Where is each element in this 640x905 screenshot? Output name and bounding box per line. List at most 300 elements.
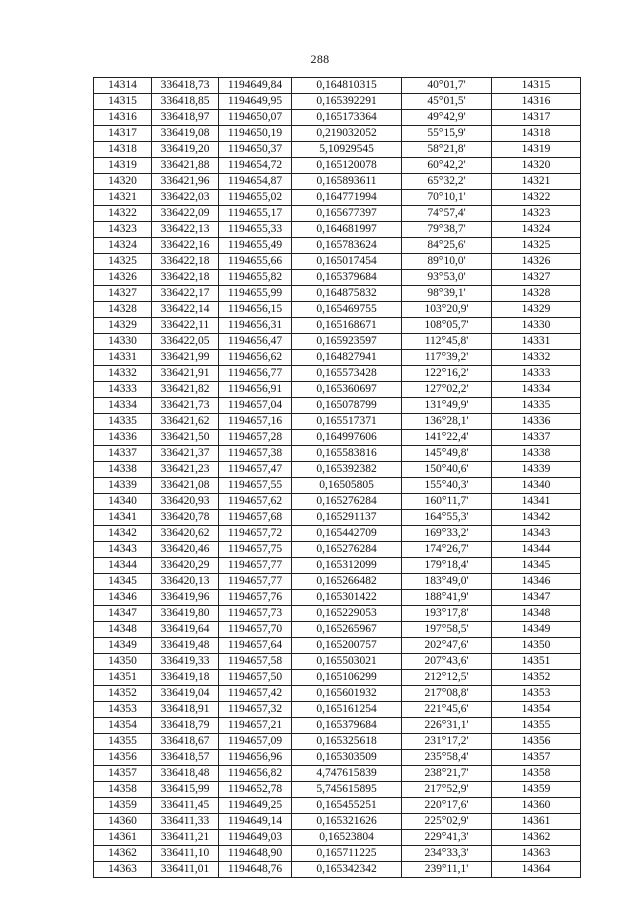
distance-cell: 0,165517371 bbox=[292, 414, 402, 430]
distance-cell: 0,165379684 bbox=[292, 718, 402, 734]
table-row bbox=[94, 350, 581, 366]
point-number-cell: 14324 bbox=[94, 238, 152, 254]
table-row bbox=[94, 270, 581, 286]
table-row bbox=[94, 654, 581, 670]
y-coordinate-cell: 1194652,78 bbox=[219, 782, 292, 798]
x-coordinate-cell: 336422,11 bbox=[152, 318, 219, 334]
next-point-cell: 14362 bbox=[492, 830, 581, 846]
point-number-cell: 14314 bbox=[94, 78, 152, 94]
y-coordinate-cell: 1194657,77 bbox=[219, 574, 292, 590]
x-coordinate-cell: 336418,57 bbox=[152, 750, 219, 766]
coordinates-table bbox=[93, 77, 581, 878]
direction-angle-cell: 179°18,4' bbox=[402, 558, 492, 574]
next-point-cell: 14327 bbox=[492, 270, 581, 286]
y-coordinate-cell: 1194655,66 bbox=[219, 254, 292, 270]
page-number: 288 bbox=[310, 52, 330, 66]
x-coordinate-cell: 336411,33 bbox=[152, 814, 219, 830]
direction-angle-cell: 112°45,8' bbox=[402, 334, 492, 350]
next-point-cell: 14344 bbox=[492, 542, 581, 558]
table-row bbox=[94, 574, 581, 590]
direction-angle-cell: 98°39,1' bbox=[402, 286, 492, 302]
point-number-cell: 14322 bbox=[94, 206, 152, 222]
direction-angle-cell: 150°40,6' bbox=[402, 462, 492, 478]
x-coordinate-cell: 336421,82 bbox=[152, 382, 219, 398]
point-number-cell: 14359 bbox=[94, 798, 152, 814]
table-body bbox=[94, 78, 581, 878]
next-point-cell: 14338 bbox=[492, 446, 581, 462]
direction-angle-cell: 234°33,3' bbox=[402, 846, 492, 862]
table-row bbox=[94, 190, 581, 206]
y-coordinate-cell: 1194656,62 bbox=[219, 350, 292, 366]
next-point-cell: 14349 bbox=[492, 622, 581, 638]
table-row bbox=[94, 734, 581, 750]
table-row bbox=[94, 798, 581, 814]
y-coordinate-cell: 1194649,03 bbox=[219, 830, 292, 846]
x-coordinate-cell: 336422,05 bbox=[152, 334, 219, 350]
distance-cell: 0,165173364 bbox=[292, 110, 402, 126]
direction-angle-cell: 127°02,2' bbox=[402, 382, 492, 398]
y-coordinate-cell: 1194657,75 bbox=[219, 542, 292, 558]
distance-cell: 0,165120078 bbox=[292, 158, 402, 174]
table-row bbox=[94, 782, 581, 798]
next-point-cell: 14326 bbox=[492, 254, 581, 270]
direction-angle-cell: 58°21,8' bbox=[402, 142, 492, 158]
x-coordinate-cell: 336411,01 bbox=[152, 862, 219, 878]
next-point-cell: 14359 bbox=[492, 782, 581, 798]
x-coordinate-cell: 336421,88 bbox=[152, 158, 219, 174]
direction-angle-cell: 70°10,1' bbox=[402, 190, 492, 206]
direction-angle-cell: 136°28,1' bbox=[402, 414, 492, 430]
direction-angle-cell: 93°53,0' bbox=[402, 270, 492, 286]
table-row bbox=[94, 126, 581, 142]
direction-angle-cell: 55°15,9' bbox=[402, 126, 492, 142]
point-number-cell: 14339 bbox=[94, 478, 152, 494]
distance-cell: 0,16505805 bbox=[292, 478, 402, 494]
x-coordinate-cell: 336422,09 bbox=[152, 206, 219, 222]
y-coordinate-cell: 1194657,21 bbox=[219, 718, 292, 734]
direction-angle-cell: 212°12,5' bbox=[402, 670, 492, 686]
x-coordinate-cell: 336420,62 bbox=[152, 526, 219, 542]
distance-cell: 5,745615895 bbox=[292, 782, 402, 798]
direction-angle-cell: 197°58,5' bbox=[402, 622, 492, 638]
y-coordinate-cell: 1194657,55 bbox=[219, 478, 292, 494]
distance-cell: 0,165321626 bbox=[292, 814, 402, 830]
point-number-cell: 14318 bbox=[94, 142, 152, 158]
x-coordinate-cell: 336411,10 bbox=[152, 846, 219, 862]
direction-angle-cell: 221°45,6' bbox=[402, 702, 492, 718]
x-coordinate-cell: 336420,93 bbox=[152, 494, 219, 510]
point-number-cell: 14352 bbox=[94, 686, 152, 702]
next-point-cell: 14316 bbox=[492, 94, 581, 110]
direction-angle-cell: 65°32,2' bbox=[402, 174, 492, 190]
y-coordinate-cell: 1194649,84 bbox=[219, 78, 292, 94]
next-point-cell: 14355 bbox=[492, 718, 581, 734]
y-coordinate-cell: 1194657,42 bbox=[219, 686, 292, 702]
distance-cell: 0,165301422 bbox=[292, 590, 402, 606]
table-row bbox=[94, 622, 581, 638]
y-coordinate-cell: 1194657,64 bbox=[219, 638, 292, 654]
next-point-cell: 14323 bbox=[492, 206, 581, 222]
direction-angle-cell: 145°49,8' bbox=[402, 446, 492, 462]
next-point-cell: 14317 bbox=[492, 110, 581, 126]
direction-angle-cell: 45°01,5' bbox=[402, 94, 492, 110]
y-coordinate-cell: 1194657,77 bbox=[219, 558, 292, 574]
point-number-cell: 14350 bbox=[94, 654, 152, 670]
direction-angle-cell: 188°41,9' bbox=[402, 590, 492, 606]
table-row bbox=[94, 110, 581, 126]
next-point-cell: 14320 bbox=[492, 158, 581, 174]
distance-cell: 0,16523804 bbox=[292, 830, 402, 846]
x-coordinate-cell: 336422,03 bbox=[152, 190, 219, 206]
table-row bbox=[94, 222, 581, 238]
direction-angle-cell: 229°41,3' bbox=[402, 830, 492, 846]
x-coordinate-cell: 336418,85 bbox=[152, 94, 219, 110]
x-coordinate-cell: 336418,73 bbox=[152, 78, 219, 94]
distance-cell: 0,164771994 bbox=[292, 190, 402, 206]
distance-cell: 0,165893611 bbox=[292, 174, 402, 190]
point-number-cell: 14362 bbox=[94, 846, 152, 862]
direction-angle-cell: 174°26,7' bbox=[402, 542, 492, 558]
point-number-cell: 14319 bbox=[94, 158, 152, 174]
point-number-cell: 14332 bbox=[94, 366, 152, 382]
point-number-cell: 14331 bbox=[94, 350, 152, 366]
point-number-cell: 14356 bbox=[94, 750, 152, 766]
next-point-cell: 14354 bbox=[492, 702, 581, 718]
point-number-cell: 14327 bbox=[94, 286, 152, 302]
direction-angle-cell: 108°05,7' bbox=[402, 318, 492, 334]
table-row bbox=[94, 686, 581, 702]
point-number-cell: 14325 bbox=[94, 254, 152, 270]
direction-angle-cell: 193°17,8' bbox=[402, 606, 492, 622]
direction-angle-cell: 155°40,3' bbox=[402, 478, 492, 494]
y-coordinate-cell: 1194657,04 bbox=[219, 398, 292, 414]
table-row bbox=[94, 590, 581, 606]
x-coordinate-cell: 336419,08 bbox=[152, 126, 219, 142]
x-coordinate-cell: 336411,45 bbox=[152, 798, 219, 814]
x-coordinate-cell: 336420,46 bbox=[152, 542, 219, 558]
distance-cell: 0,165503021 bbox=[292, 654, 402, 670]
table-row bbox=[94, 398, 581, 414]
direction-angle-cell: 217°52,9' bbox=[402, 782, 492, 798]
x-coordinate-cell: 336419,64 bbox=[152, 622, 219, 638]
y-coordinate-cell: 1194657,32 bbox=[219, 702, 292, 718]
direction-angle-cell: 169°33,2' bbox=[402, 526, 492, 542]
x-coordinate-cell: 336418,91 bbox=[152, 702, 219, 718]
point-number-cell: 14336 bbox=[94, 430, 152, 446]
direction-angle-cell: 217°08,8' bbox=[402, 686, 492, 702]
direction-angle-cell: 231°17,2' bbox=[402, 734, 492, 750]
y-coordinate-cell: 1194657,47 bbox=[219, 462, 292, 478]
table-row bbox=[94, 478, 581, 494]
x-coordinate-cell: 336418,67 bbox=[152, 734, 219, 750]
y-coordinate-cell: 1194650,19 bbox=[219, 126, 292, 142]
direction-angle-cell: 160°11,7' bbox=[402, 494, 492, 510]
point-number-cell: 14347 bbox=[94, 606, 152, 622]
y-coordinate-cell: 1194657,09 bbox=[219, 734, 292, 750]
point-number-cell: 14315 bbox=[94, 94, 152, 110]
table-row bbox=[94, 558, 581, 574]
direction-angle-cell: 220°17,6' bbox=[402, 798, 492, 814]
table-row bbox=[94, 174, 581, 190]
next-point-cell: 14348 bbox=[492, 606, 581, 622]
x-coordinate-cell: 336422,18 bbox=[152, 254, 219, 270]
x-coordinate-cell: 336415,99 bbox=[152, 782, 219, 798]
next-point-cell: 14337 bbox=[492, 430, 581, 446]
y-coordinate-cell: 1194656,96 bbox=[219, 750, 292, 766]
distance-cell: 0,165677397 bbox=[292, 206, 402, 222]
point-number-cell: 14320 bbox=[94, 174, 152, 190]
direction-angle-cell: 60°42,2' bbox=[402, 158, 492, 174]
x-coordinate-cell: 336419,04 bbox=[152, 686, 219, 702]
table-row bbox=[94, 702, 581, 718]
direction-angle-cell: 225°02,9' bbox=[402, 814, 492, 830]
x-coordinate-cell: 336421,62 bbox=[152, 414, 219, 430]
direction-angle-cell: 164°55,3' bbox=[402, 510, 492, 526]
point-number-cell: 14340 bbox=[94, 494, 152, 510]
point-number-cell: 14341 bbox=[94, 510, 152, 526]
next-point-cell: 14336 bbox=[492, 414, 581, 430]
direction-angle-cell: 122°16,2' bbox=[402, 366, 492, 382]
next-point-cell: 14356 bbox=[492, 734, 581, 750]
table-row bbox=[94, 286, 581, 302]
distance-cell: 0,165442709 bbox=[292, 526, 402, 542]
x-coordinate-cell: 336418,97 bbox=[152, 110, 219, 126]
next-point-cell: 14340 bbox=[492, 478, 581, 494]
distance-cell: 5,10929545 bbox=[292, 142, 402, 158]
next-point-cell: 14332 bbox=[492, 350, 581, 366]
x-coordinate-cell: 336422,17 bbox=[152, 286, 219, 302]
point-number-cell: 14328 bbox=[94, 302, 152, 318]
table-row bbox=[94, 238, 581, 254]
distance-cell: 0,165360697 bbox=[292, 382, 402, 398]
distance-cell: 0,165379684 bbox=[292, 270, 402, 286]
table-row bbox=[94, 302, 581, 318]
table-row bbox=[94, 606, 581, 622]
next-point-cell: 14345 bbox=[492, 558, 581, 574]
distance-cell: 0,165266482 bbox=[292, 574, 402, 590]
point-number-cell: 14344 bbox=[94, 558, 152, 574]
point-number-cell: 14357 bbox=[94, 766, 152, 782]
y-coordinate-cell: 1194655,99 bbox=[219, 286, 292, 302]
y-coordinate-cell: 1194657,28 bbox=[219, 430, 292, 446]
distance-cell: 0,165583816 bbox=[292, 446, 402, 462]
distance-cell: 0,165291137 bbox=[292, 510, 402, 526]
x-coordinate-cell: 336411,21 bbox=[152, 830, 219, 846]
direction-angle-cell: 202°47,6' bbox=[402, 638, 492, 654]
point-number-cell: 14360 bbox=[94, 814, 152, 830]
y-coordinate-cell: 1194657,70 bbox=[219, 622, 292, 638]
distance-cell: 4,747615839 bbox=[292, 766, 402, 782]
x-coordinate-cell: 336419,33 bbox=[152, 654, 219, 670]
table-row bbox=[94, 718, 581, 734]
point-number-cell: 14358 bbox=[94, 782, 152, 798]
table-row bbox=[94, 158, 581, 174]
x-coordinate-cell: 336420,13 bbox=[152, 574, 219, 590]
table-row bbox=[94, 78, 581, 94]
x-coordinate-cell: 336419,80 bbox=[152, 606, 219, 622]
next-point-cell: 14315 bbox=[492, 78, 581, 94]
distance-cell: 0,165711225 bbox=[292, 846, 402, 862]
y-coordinate-cell: 1194650,07 bbox=[219, 110, 292, 126]
next-point-cell: 14333 bbox=[492, 366, 581, 382]
next-point-cell: 14328 bbox=[492, 286, 581, 302]
y-coordinate-cell: 1194656,82 bbox=[219, 766, 292, 782]
next-point-cell: 14351 bbox=[492, 654, 581, 670]
direction-angle-cell: 207°43,6' bbox=[402, 654, 492, 670]
next-point-cell: 14364 bbox=[492, 862, 581, 878]
direction-angle-cell: 74°57,4' bbox=[402, 206, 492, 222]
direction-angle-cell: 131°49,9' bbox=[402, 398, 492, 414]
next-point-cell: 14334 bbox=[492, 382, 581, 398]
next-point-cell: 14339 bbox=[492, 462, 581, 478]
direction-angle-cell: 103°20,9' bbox=[402, 302, 492, 318]
y-coordinate-cell: 1194657,73 bbox=[219, 606, 292, 622]
y-coordinate-cell: 1194654,72 bbox=[219, 158, 292, 174]
x-coordinate-cell: 336421,08 bbox=[152, 478, 219, 494]
y-coordinate-cell: 1194657,58 bbox=[219, 654, 292, 670]
direction-angle-cell: 141°22,4' bbox=[402, 430, 492, 446]
point-number-cell: 14326 bbox=[94, 270, 152, 286]
y-coordinate-cell: 1194656,91 bbox=[219, 382, 292, 398]
table-row bbox=[94, 206, 581, 222]
distance-cell: 0,165392291 bbox=[292, 94, 402, 110]
y-coordinate-cell: 1194655,82 bbox=[219, 270, 292, 286]
distance-cell: 0,165392382 bbox=[292, 462, 402, 478]
y-coordinate-cell: 1194657,62 bbox=[219, 494, 292, 510]
distance-cell: 0,164681997 bbox=[292, 222, 402, 238]
distance-cell: 0,165161254 bbox=[292, 702, 402, 718]
direction-angle-cell: 238°21,7' bbox=[402, 766, 492, 782]
next-point-cell: 14357 bbox=[492, 750, 581, 766]
point-number-cell: 14333 bbox=[94, 382, 152, 398]
next-point-cell: 14342 bbox=[492, 510, 581, 526]
y-coordinate-cell: 1194656,77 bbox=[219, 366, 292, 382]
next-point-cell: 14350 bbox=[492, 638, 581, 654]
y-coordinate-cell: 1194656,47 bbox=[219, 334, 292, 350]
table-row bbox=[94, 494, 581, 510]
x-coordinate-cell: 336421,96 bbox=[152, 174, 219, 190]
distance-cell: 0,165601932 bbox=[292, 686, 402, 702]
y-coordinate-cell: 1194657,72 bbox=[219, 526, 292, 542]
x-coordinate-cell: 336421,37 bbox=[152, 446, 219, 462]
distance-cell: 0,165923597 bbox=[292, 334, 402, 350]
direction-angle-cell: 117°39,2' bbox=[402, 350, 492, 366]
x-coordinate-cell: 336419,48 bbox=[152, 638, 219, 654]
y-coordinate-cell: 1194657,38 bbox=[219, 446, 292, 462]
next-point-cell: 14319 bbox=[492, 142, 581, 158]
direction-angle-cell: 79°38,7' bbox=[402, 222, 492, 238]
point-number-cell: 14355 bbox=[94, 734, 152, 750]
distance-cell: 0,165573428 bbox=[292, 366, 402, 382]
next-point-cell: 14318 bbox=[492, 126, 581, 142]
x-coordinate-cell: 336418,48 bbox=[152, 766, 219, 782]
table-row bbox=[94, 766, 581, 782]
y-coordinate-cell: 1194649,14 bbox=[219, 814, 292, 830]
point-number-cell: 14330 bbox=[94, 334, 152, 350]
point-number-cell: 14323 bbox=[94, 222, 152, 238]
next-point-cell: 14352 bbox=[492, 670, 581, 686]
next-point-cell: 14341 bbox=[492, 494, 581, 510]
table-row bbox=[94, 638, 581, 654]
next-point-cell: 14324 bbox=[492, 222, 581, 238]
point-number-cell: 14361 bbox=[94, 830, 152, 846]
table-row bbox=[94, 814, 581, 830]
point-number-cell: 14348 bbox=[94, 622, 152, 638]
distance-cell: 0,165342342 bbox=[292, 862, 402, 878]
y-coordinate-cell: 1194657,68 bbox=[219, 510, 292, 526]
y-coordinate-cell: 1194655,33 bbox=[219, 222, 292, 238]
y-coordinate-cell: 1194648,76 bbox=[219, 862, 292, 878]
next-point-cell: 14346 bbox=[492, 574, 581, 590]
point-number-cell: 14343 bbox=[94, 542, 152, 558]
y-coordinate-cell: 1194656,31 bbox=[219, 318, 292, 334]
distance-cell: 0,165469755 bbox=[292, 302, 402, 318]
distance-cell: 0,164997606 bbox=[292, 430, 402, 446]
x-coordinate-cell: 336421,23 bbox=[152, 462, 219, 478]
distance-cell: 0,164810315 bbox=[292, 78, 402, 94]
y-coordinate-cell: 1194655,17 bbox=[219, 206, 292, 222]
y-coordinate-cell: 1194649,95 bbox=[219, 94, 292, 110]
table-row bbox=[94, 542, 581, 558]
next-point-cell: 14335 bbox=[492, 398, 581, 414]
table-row bbox=[94, 750, 581, 766]
table-row bbox=[94, 446, 581, 462]
next-point-cell: 14343 bbox=[492, 526, 581, 542]
point-number-cell: 14335 bbox=[94, 414, 152, 430]
y-coordinate-cell: 1194657,76 bbox=[219, 590, 292, 606]
x-coordinate-cell: 336420,29 bbox=[152, 558, 219, 574]
point-number-cell: 14334 bbox=[94, 398, 152, 414]
distance-cell: 0,165106299 bbox=[292, 670, 402, 686]
distance-cell: 0,165303509 bbox=[292, 750, 402, 766]
next-point-cell: 14363 bbox=[492, 846, 581, 862]
x-coordinate-cell: 336419,96 bbox=[152, 590, 219, 606]
distance-cell: 0,165078799 bbox=[292, 398, 402, 414]
table-row bbox=[94, 526, 581, 542]
point-number-cell: 14338 bbox=[94, 462, 152, 478]
y-coordinate-cell: 1194648,90 bbox=[219, 846, 292, 862]
distance-cell: 0,164827941 bbox=[292, 350, 402, 366]
table-row bbox=[94, 670, 581, 686]
table-row bbox=[94, 510, 581, 526]
x-coordinate-cell: 336422,16 bbox=[152, 238, 219, 254]
point-number-cell: 14346 bbox=[94, 590, 152, 606]
distance-cell: 0,165229053 bbox=[292, 606, 402, 622]
y-coordinate-cell: 1194656,15 bbox=[219, 302, 292, 318]
next-point-cell: 14330 bbox=[492, 318, 581, 334]
direction-angle-cell: 40°01,7' bbox=[402, 78, 492, 94]
x-coordinate-cell: 336418,79 bbox=[152, 718, 219, 734]
table-row bbox=[94, 366, 581, 382]
next-point-cell: 14321 bbox=[492, 174, 581, 190]
x-coordinate-cell: 336422,13 bbox=[152, 222, 219, 238]
distance-cell: 0,165276284 bbox=[292, 542, 402, 558]
table-row bbox=[94, 414, 581, 430]
table-row bbox=[94, 830, 581, 846]
direction-angle-cell: 84°25,6' bbox=[402, 238, 492, 254]
table-row bbox=[94, 334, 581, 350]
distance-cell: 0,165312099 bbox=[292, 558, 402, 574]
table-row bbox=[94, 318, 581, 334]
point-number-cell: 14351 bbox=[94, 670, 152, 686]
x-coordinate-cell: 336421,91 bbox=[152, 366, 219, 382]
direction-angle-cell: 49°42,9' bbox=[402, 110, 492, 126]
table-row bbox=[94, 254, 581, 270]
y-coordinate-cell: 1194650,37 bbox=[219, 142, 292, 158]
point-number-cell: 14321 bbox=[94, 190, 152, 206]
next-point-cell: 14331 bbox=[492, 334, 581, 350]
distance-cell: 0,165455251 bbox=[292, 798, 402, 814]
